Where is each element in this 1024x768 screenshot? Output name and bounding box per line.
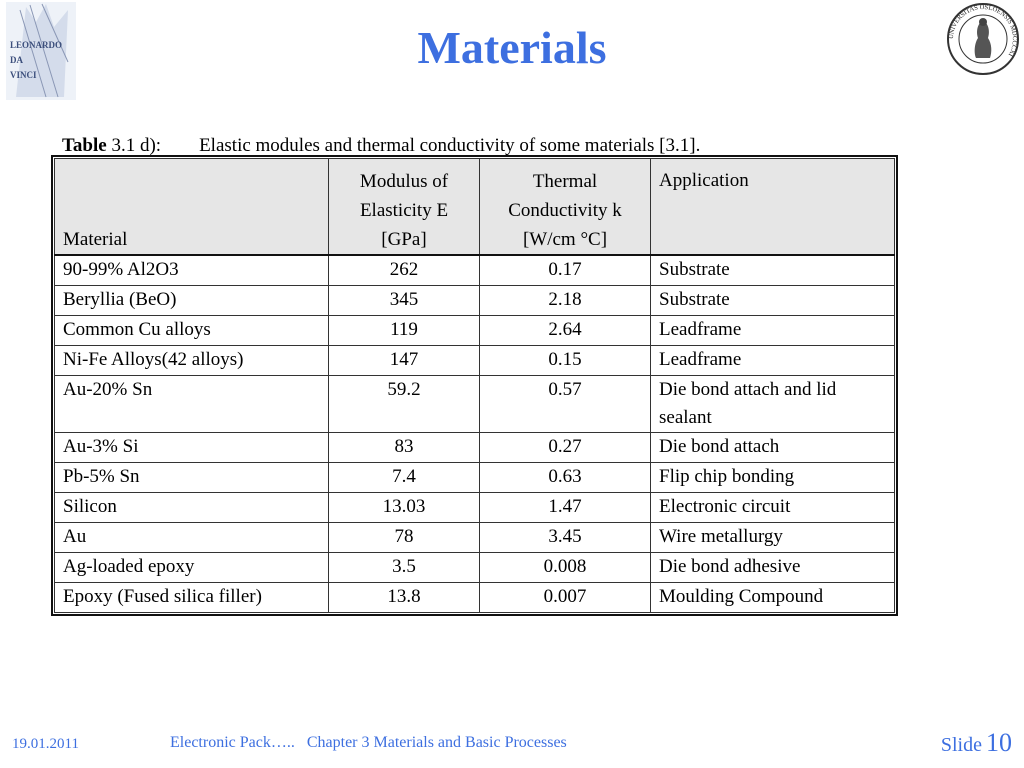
cell-material: Common Cu alloys	[55, 316, 329, 346]
cell-modulus: 78	[329, 523, 480, 553]
caption-prefix: Table	[62, 135, 107, 156]
table-row	[55, 286, 895, 316]
caption-text: Elastic modules and thermal conductivity of some materials [3.1].	[199, 135, 701, 156]
cell-application: Flip chip bonding	[651, 463, 895, 493]
table-caption	[62, 135, 700, 157]
cell-application: Substrate	[651, 286, 895, 316]
cell-material: Au-20% Sn	[55, 376, 329, 433]
svg-text:UNIVERSITAS OSLOENSIS MDCCCXI: UNIVERSITAS OSLOENSIS MDCCCXI	[947, 3, 1019, 58]
cell-application: Leadframe	[651, 316, 895, 346]
header-application: Application	[651, 159, 895, 256]
cell-thermal: 0.15	[480, 346, 651, 376]
cell-thermal: 1.47	[480, 493, 651, 523]
table-body	[55, 255, 895, 613]
cell-application: Electronic circuit	[651, 493, 895, 523]
cell-material: Pb-5% Sn	[55, 463, 329, 493]
svg-text:LEONARDO: LEONARDO	[10, 40, 63, 50]
footer-date: 19.01.2011	[12, 736, 79, 752]
table-row	[55, 255, 895, 286]
table-row	[55, 493, 895, 523]
table-row	[55, 316, 895, 346]
header-thermal	[480, 159, 651, 256]
caption-number: 3.1 d):	[111, 135, 162, 156]
table-row	[55, 376, 895, 433]
cell-modulus: 7.4	[329, 463, 480, 493]
cell-thermal: 0.008	[480, 553, 651, 583]
header-modulus	[329, 159, 480, 256]
cell-material: Epoxy (Fused silica filler)	[55, 583, 329, 613]
cell-modulus: 147	[329, 346, 480, 376]
slide-number: 10	[986, 728, 1012, 757]
table-row	[55, 433, 895, 463]
cell-modulus: 59.2	[329, 376, 480, 433]
cell-thermal: 0.27	[480, 433, 651, 463]
footer-chapter: Chapter 3 Materials and Basic Processes	[306, 734, 567, 751]
header-modulus-line2: Elasticity E	[359, 200, 449, 221]
cell-material: Ni-Fe Alloys(42 alloys)	[55, 346, 329, 376]
footer-slide-number	[941, 728, 1012, 758]
cell-modulus: 119	[329, 316, 480, 346]
cell-application: Die bond adhesive	[651, 553, 895, 583]
table-row	[55, 463, 895, 493]
cell-material: Silicon	[55, 493, 329, 523]
materials-table	[54, 158, 895, 613]
cell-material: Au-3% Si	[55, 433, 329, 463]
cell-application: Substrate	[651, 255, 895, 286]
cell-application: Die bond attach and lid sealant	[651, 376, 895, 433]
cell-modulus: 13.8	[329, 583, 480, 613]
cell-material: Ag-loaded epoxy	[55, 553, 329, 583]
cell-modulus: 83	[329, 433, 480, 463]
header-modulus-line3: [GPa]	[381, 229, 427, 250]
cell-thermal: 0.63	[480, 463, 651, 493]
cell-modulus: 3.5	[329, 553, 480, 583]
table-row	[55, 346, 895, 376]
header-material: Material	[55, 159, 329, 256]
cell-application: Wire metallurgy	[651, 523, 895, 553]
header-modulus-line1: Modulus of	[359, 171, 449, 192]
footer-course-name: Electronic Pack…..	[170, 734, 295, 751]
cell-thermal: 2.18	[480, 286, 651, 316]
cell-application: Leadframe	[651, 346, 895, 376]
table-row	[55, 553, 895, 583]
cell-material: Au	[55, 523, 329, 553]
cell-modulus: 345	[329, 286, 480, 316]
header-thermal-line3: [W/cm °C]	[522, 229, 608, 250]
table-row	[55, 523, 895, 553]
cell-thermal: 2.64	[480, 316, 651, 346]
header-thermal-line1: Thermal	[532, 171, 598, 192]
cell-material: Beryllia (BeO)	[55, 286, 329, 316]
cell-thermal: 0.17	[480, 255, 651, 286]
cell-modulus: 13.03	[329, 493, 480, 523]
cell-modulus: 262	[329, 255, 480, 286]
slide-label: Slide	[940, 734, 982, 756]
cell-thermal: 3.45	[480, 523, 651, 553]
table-row	[55, 583, 895, 613]
cell-thermal: 0.007	[480, 583, 651, 613]
cell-material: 90-99% Al2O3	[55, 255, 329, 286]
header-thermal-line2: Conductivity k	[508, 200, 622, 221]
cell-application: Die bond attach	[651, 433, 895, 463]
slide-title: Materials	[417, 22, 607, 73]
svg-text:DA: DA	[10, 55, 23, 65]
cell-thermal: 0.57	[480, 376, 651, 433]
materials-table-frame	[51, 155, 898, 616]
table-header-row	[55, 159, 895, 256]
svg-text:VINCI: VINCI	[10, 70, 37, 80]
cell-application: Moulding Compound	[651, 583, 895, 613]
footer-course	[170, 734, 567, 752]
